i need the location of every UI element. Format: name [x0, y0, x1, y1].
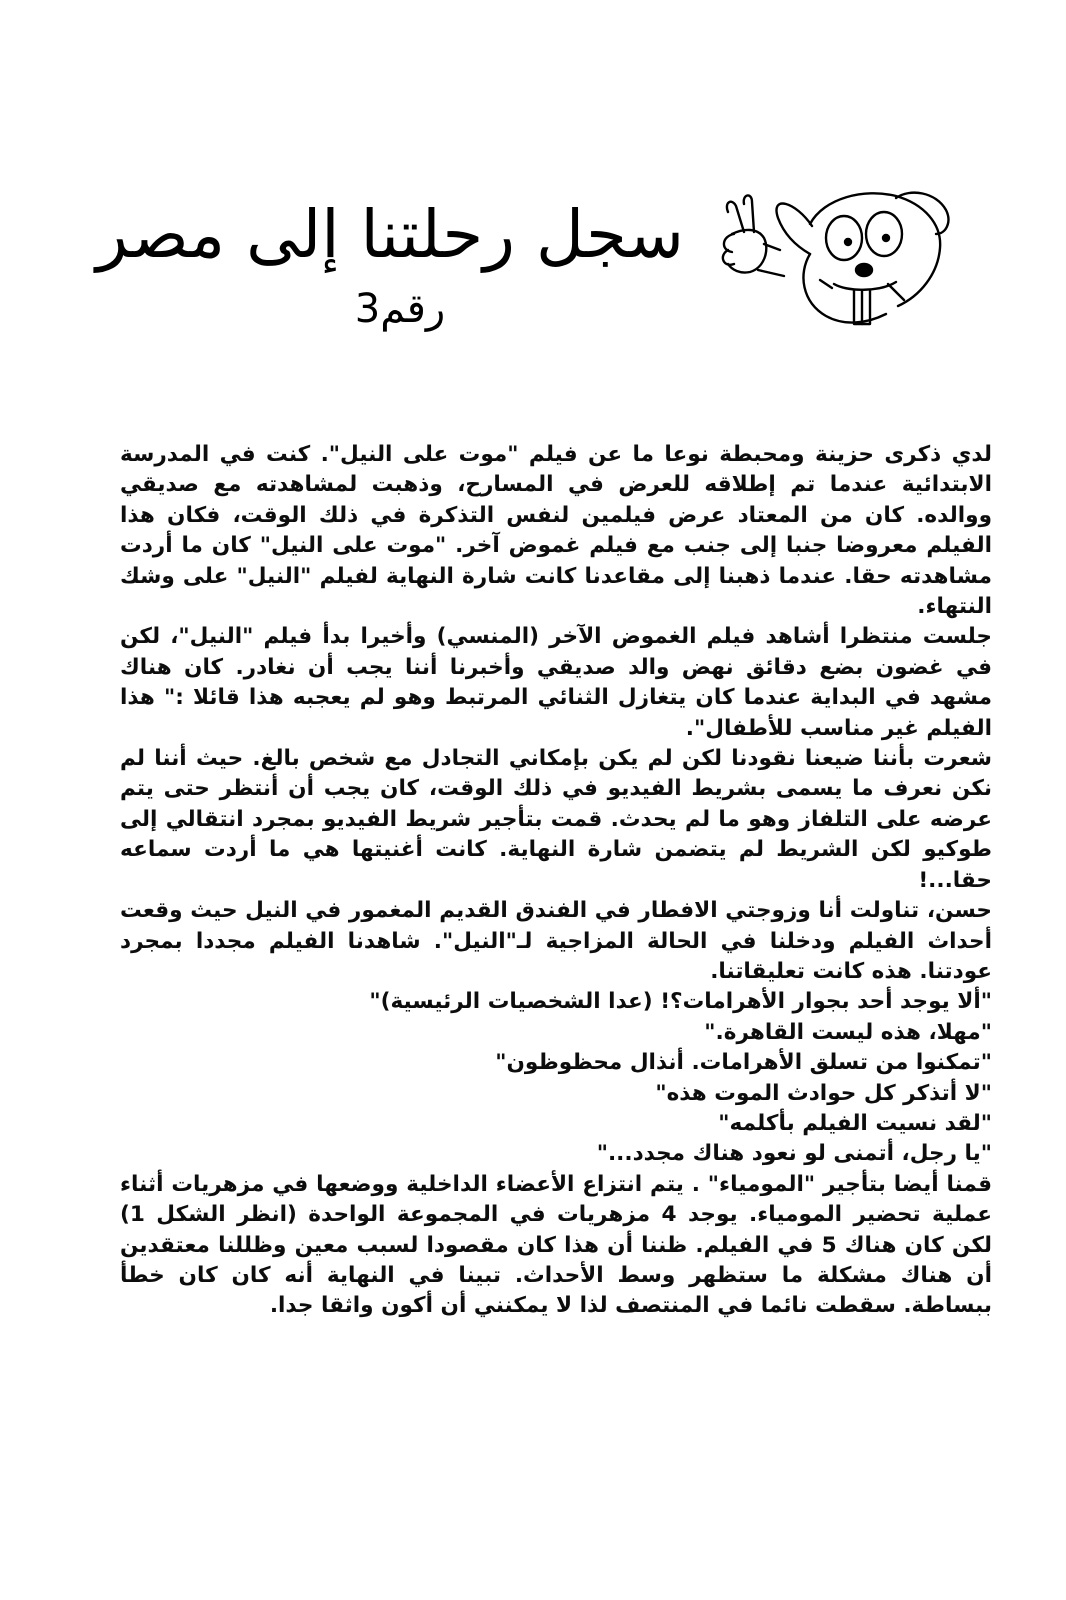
- quote-line: "مهلا، هذه ليست القاهرة.": [704, 1019, 992, 1045]
- quote-line: "لقد نسيت الفيلم بأكلمه": [718, 1110, 992, 1136]
- page-title: سجل رحلتنا إلى مصر: [96, 196, 684, 273]
- paragraph-1: لدي ذكرى حزينة ومحبطة نوعا ما عن فيلم "موت على النيل". كنت في المدرسة الابتدائية عندما تم إطلاقه للعرض في المسارح، وذهبت لمشاهدته مع صديقي ووالده. كان من المعتاد عرض فيلمين لنفس التذكرة في ذلك الوقت، فكان هذا الفيلم معروضا جنبا إلى جنب مع فيلم غموض آخر. "موت على النيل" كان ما أردت مشاهدته حقا. عندما ذهبنا إلى مقاعدنا كانت شارة النهاية لفيلم "النيل" على وشك النتهاء.: [120, 442, 992, 620]
- quote-line: "يا رجل، أتمنى لو نعود هناك مجدد...": [596, 1141, 992, 1167]
- header: [0, 0, 1066, 360]
- article-body: [120, 440, 992, 1322]
- quote-line: "تمكنوا من تسلق الأهرامات. أنذال محظوظون": [495, 1050, 992, 1076]
- quotes-list: [120, 987, 992, 1169]
- dog-mascot-peace-sign-icon: [714, 184, 954, 334]
- quote-line: "لا أتذكر كل حوادث الموت هذه": [655, 1080, 992, 1106]
- paragraph-4: حسن، تناولت أنا وزوجتي الافطار في الفندق القديم المغمور في النيل حيث وقعت أحداث الفيلم ودخلنا في الحالة المزاجية لـ"النيل". شاهدنا الفيلم مجددا بمجرد عودتنا. هذه كانت تعليقاتنا.: [120, 898, 992, 984]
- closing-paragraph: قمنا أيضا بتأجير "المومياء" . يتم انتزاع الأعضاء الداخلية ووضعها في مزهريات أثناء عملية تحضير المومياء. يوجد 4 مزهريات في المجموعة الواحدة (انظر الشكل 1) لكن كان هناك 5 في الفيلم. ظننا أن هذا كان مقصودا لسبب معين وظللنا معتقدين أن هناك مشكلة ما ستظهر وسط الأحداث. تبينا في النهاية أنه كان كان خطأ ببساطة. سقطت نائما في المنتصف لذا لا يمكنني أن أكون واثقا جدا.: [120, 1171, 992, 1319]
- paragraph-3: شعرت بأننا ضيعنا نقودنا لكن لم يكن بإمكاني التجادل مع شخص بالغ. حيث أننا لم نكن نعرف ما يسمى بشريط الفيديو في ذلك الوقت، كان يجب أن أنتظر حتى يتم عرضه على التلفاز وهو ما لم يحدث. قمت بتأجير شريط الفيديو بمجرد انتقالي إلى طوكيو لكن الشريط لم يتضمن شارة النهاية. كانت أغنيتها هي ما أردت سماعه حقا...!: [120, 746, 992, 893]
- issue-number: رقم3: [354, 286, 446, 332]
- paragraph-2: جلست منتظرا أشاهد فيلم الغموض الآخر (المنسي) وأخيرا بدأ فيلم "النيل"، لكن في غضون بضع دقائق نهض والد صديقي وأخبرنا أننا يجب أن نغادر. كان هناك مشهد في البداية عندما كان يتغازل الثنائي المرتبط وهو لم يعجبه هذا قائلا :" هذا الفيلم غير مناسب للأطفال".: [120, 624, 992, 741]
- quote-line: "ألا يوجد أحد بجوار الأهرامات؟! (عدا الشخصيات الرئيسية)": [369, 989, 992, 1015]
